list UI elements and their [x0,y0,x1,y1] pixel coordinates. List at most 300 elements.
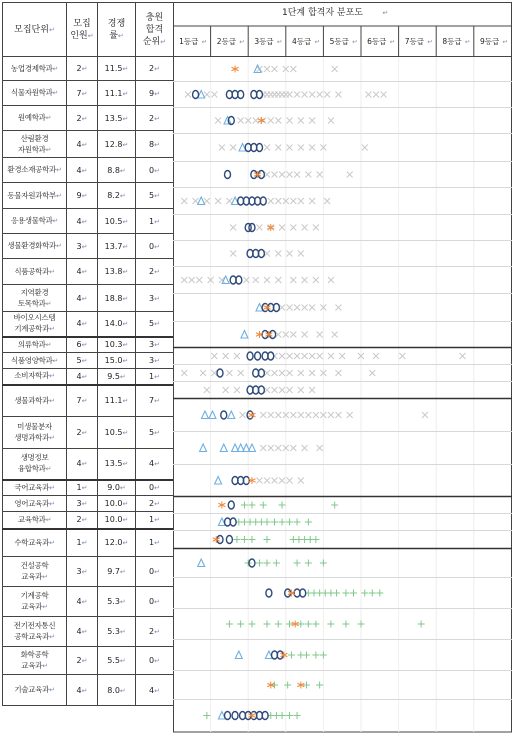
waitlist-rank-cell [136,158,174,183]
cross-marker [328,277,334,283]
return-mark: ↵ [119,372,126,381]
table-row [3,158,174,183]
table-row [3,337,174,353]
cross-marker [200,370,206,376]
recruit-count-text: 2 [76,428,82,437]
grade-label: 2등급 [216,37,237,46]
waitlist-rank-cell [136,675,174,706]
competition-rate-cell [98,81,136,106]
return-mark: ↵ [154,500,160,508]
cross-marker [279,478,285,484]
return-mark: ↵ [42,662,48,670]
return-mark: ↵ [52,356,59,365]
recruit-count-text: 4 [76,293,82,303]
asterisk-marker [254,171,261,178]
cross-marker [369,370,375,376]
cross-marker [317,445,323,451]
admission-distribution-table [2,2,512,733]
plus-marker [248,621,255,628]
return-mark: ↵ [56,191,62,200]
cross-marker [181,277,187,283]
competition-rate-text: 13.7 [104,241,123,251]
return-mark: ↵ [154,242,160,251]
return-mark: ↵ [49,325,55,334]
dept-name-cell [3,259,67,285]
dept-name-cell [3,158,67,183]
waitlist-rank-cell [136,285,174,312]
table-row [3,496,174,512]
plus-marker [279,519,286,526]
dept-name-text: 기술교육과 [14,685,50,694]
cross-marker [373,92,379,98]
recruit-count-cell [67,353,98,369]
return-mark: ↵ [314,38,321,46]
cross-marker [196,277,202,283]
waitlist-rank-text: 3 [149,293,155,303]
competition-rate-text: 15.0 [104,356,123,365]
dept-name-text: 국어교육과 [14,482,50,492]
return-mark: ↵ [81,429,88,437]
return-mark: ↵ [154,429,160,437]
competition-rate-cell [98,57,136,81]
return-mark: ↵ [49,499,55,508]
cross-marker [264,478,270,484]
competition-rate-text: 10.0 [104,499,123,508]
recruit-count-cell [67,234,98,259]
table-row [3,385,174,417]
waitlist-rank-text: 2 [149,499,155,508]
return-mark: ↵ [119,628,126,636]
cross-marker [189,277,195,283]
recruit-count-text: 4 [76,459,82,469]
circle-marker [249,224,255,232]
plus-marker [342,590,349,597]
return-mark: ↵ [154,357,160,365]
return-mark: ↵ [81,341,88,350]
return-mark: ↵ [117,31,124,40]
cross-marker [302,277,308,283]
plus-marker [333,590,340,597]
cross-marker [373,353,379,359]
return-mark: ↵ [87,31,94,40]
waitlist-rank-text: 3 [149,356,155,365]
return-mark: ↵ [81,140,88,149]
competition-rate-cell [98,449,136,480]
triangle-marker [235,651,242,659]
waitlist-rank-cell [136,312,174,337]
competition-rate-text: 18.8 [104,293,123,303]
waitlist-rank-cell [136,617,174,647]
grade-label: 9등급 [479,37,500,46]
return-mark: ↵ [201,38,208,46]
return-mark: ↵ [122,539,129,548]
cross-marker [305,172,311,178]
recruit-count-text: 7 [76,88,82,98]
plus-marker [286,519,293,526]
plus-marker [305,560,312,567]
competition-rate-text: 9.5 [107,371,120,381]
competition-rate-cell [98,259,136,285]
competition-rate-text: 5.5 [107,656,120,665]
table-row [3,557,174,587]
grade-label: 7등급 [404,37,425,46]
return-mark: ↵ [45,465,52,474]
return-mark: ↵ [45,114,52,122]
return-mark: ↵ [154,192,160,200]
col-header-recruit [67,3,98,57]
waitlist-rank-text: 5 [149,428,155,437]
info-table [2,2,174,706]
cross-marker [335,305,341,311]
return-mark: ↵ [122,397,129,406]
return-mark: ↵ [122,294,129,303]
plus-marker [418,621,425,628]
circle-marker [258,171,264,179]
recruit-count-cell [67,312,98,337]
return-mark: ↵ [122,242,129,251]
asterisk-marker [264,304,271,311]
plus-marker [327,621,334,628]
plus-marker [256,560,263,567]
cross-marker [324,92,330,98]
return-mark: ↵ [277,38,283,46]
cross-marker [226,198,232,204]
competition-rate-text: 13.8 [104,267,123,276]
return-mark: ↵ [56,166,62,174]
table-row [3,312,174,337]
waitlist-rank-text: 4 [149,459,155,469]
plus-marker [248,502,255,509]
table-row [3,512,174,529]
dept-name-text: 바이오시스템 기계공학과 [13,313,56,334]
cross-marker [268,412,274,418]
cross-marker [287,172,293,178]
dept-name-cell [3,369,67,385]
recruit-count-cell [67,480,98,496]
plus-marker [233,536,240,543]
waitlist-rank-text: 5 [149,191,155,200]
competition-rate-cell [98,587,136,617]
plus-marker [275,621,282,628]
circle-marker [225,712,231,720]
return-mark: ↵ [49,267,55,276]
plus-marker [305,519,312,526]
cross-marker [339,353,345,359]
return-mark: ↵ [49,372,55,381]
return-mark: ↵ [48,25,55,34]
circle-marker [232,712,238,720]
cross-marker [264,277,270,283]
recruit-count-cell [67,106,98,131]
dept-name-text: 화학공학 교육과 [20,650,49,670]
cross-marker [272,172,278,178]
grade-label: 4등급 [291,37,312,46]
recruit-count-text: 4 [76,216,82,226]
competition-rate-cell [98,337,136,353]
return-mark: ↵ [81,217,88,226]
recruit-count-cell [67,57,98,81]
cross-marker [279,370,285,376]
cross-marker [287,478,293,484]
plus-marker [294,519,301,526]
return-mark: ↵ [49,434,55,442]
return-mark: ↵ [119,657,126,665]
return-mark: ↵ [154,114,160,123]
waitlist-rank-text: 0 [149,597,155,606]
return-mark: ↵ [81,89,88,98]
waitlist-rank-cell [136,417,174,449]
dept-name-text: 교육학과 [17,514,46,524]
cross-marker [211,92,217,98]
triangle-marker [209,411,216,419]
dept-name-text: 농업경제학과 [10,63,53,73]
return-mark: ↵ [81,539,88,548]
dept-name-cell [3,131,67,158]
waitlist-rank-cell [136,234,174,259]
competition-rate-text: 11.1 [104,396,123,406]
cross-marker [272,66,278,72]
table-row [3,234,174,259]
competition-rate-text: 5.3 [107,597,120,606]
cross-marker [211,353,217,359]
return-mark: ↵ [81,166,88,175]
cross-marker [215,198,221,204]
recruit-count-cell [67,81,98,106]
competition-rate-text: 10.0 [104,515,123,525]
waitlist-rank-text: 2 [149,627,155,636]
cross-marker [298,478,304,484]
recruit-count-cell [67,158,98,183]
cross-marker [275,277,281,283]
dept-name-cell [3,417,67,449]
cross-marker [309,92,315,98]
return-mark: ↵ [154,320,160,329]
cross-marker [298,198,304,204]
dept-name-cell [3,480,67,496]
plus-marker [303,652,310,659]
return-mark: ↵ [389,38,396,46]
return-mark: ↵ [122,65,129,73]
dept-name-cell [3,587,67,617]
cross-marker [302,225,308,231]
chart-frame [174,3,512,733]
dept-name-text: 원예학과 [17,113,46,122]
dept-name-cell [3,81,67,106]
cross-marker [287,92,293,98]
return-mark: ↵ [154,686,160,695]
competition-rate-text: 13.5 [104,113,123,123]
dept-name-text: 식품공학과 [14,266,50,276]
col-header-recruit-label: 모집 인원 [70,18,91,41]
cross-marker [287,118,293,124]
plus-marker [294,712,301,719]
return-mark: ↵ [154,657,160,665]
waitlist-rank-text: 2 [149,113,155,123]
return-mark: ↵ [352,38,358,46]
plus-marker [376,590,383,597]
dept-name-cell [3,385,67,417]
return-mark: ↵ [81,598,88,606]
return-mark: ↵ [49,538,55,547]
cross-marker [294,353,300,359]
cross-marker [328,353,334,359]
triangle-marker [241,331,248,339]
recruit-count-text: 4 [76,597,82,606]
plus-marker [286,712,293,719]
cross-marker [347,172,353,178]
triangle-marker [201,411,208,419]
plus-marker [286,621,293,628]
recruit-count-text: 5 [76,356,82,365]
cross-marker [294,305,300,311]
return-mark: ↵ [122,500,129,508]
return-mark: ↵ [45,340,52,349]
plus-marker [303,682,310,689]
competition-rate-cell [98,675,136,706]
plus-marker [264,621,271,628]
waitlist-rank-text: 0 [149,165,155,175]
recruit-count-cell [67,417,98,449]
waitlist-rank-cell [136,106,174,131]
return-mark: ↵ [154,65,160,73]
waitlist-rank-text: 7 [149,396,155,406]
return-mark: ↵ [81,516,88,525]
cross-marker [253,277,259,283]
waitlist-rank-text: 1 [149,216,155,226]
cross-marker [290,277,296,283]
recruit-count-cell [67,259,98,285]
return-mark: ↵ [81,65,88,73]
waitlist-rank-cell [136,259,174,285]
cross-marker [309,353,315,359]
competition-rate-text: 5.3 [107,627,120,636]
competition-rate-cell [98,647,136,675]
return-mark: ↵ [45,145,52,154]
cross-marker [335,412,341,418]
dept-name-cell [3,337,67,353]
asterisk-marker [265,331,272,338]
competition-rate-cell [98,496,136,512]
dept-name-text: 동물자원과학부 [7,190,57,200]
return-mark: ↵ [502,38,509,46]
cross-marker [298,145,304,151]
return-mark: ↵ [119,166,126,175]
competition-rate-cell [98,512,136,529]
recruit-count-cell [67,209,98,234]
return-mark: ↵ [154,516,160,525]
waitlist-rank-cell [136,337,174,353]
cross-marker [279,353,285,359]
competition-rate-text: 8.8 [107,165,120,175]
circle-marker [217,369,223,377]
dept-name-cell [3,675,67,706]
plus-marker [245,560,252,567]
table-row [3,417,174,449]
return-mark: ↵ [49,633,55,641]
return-mark: ↵ [154,598,160,606]
cross-marker [223,387,229,393]
plus-marker [226,621,233,628]
return-mark: ↵ [154,140,160,149]
waitlist-rank-cell [136,131,174,158]
return-mark: ↵ [119,598,126,606]
cross-marker [313,277,319,283]
cross-marker [290,198,296,204]
return-mark: ↵ [81,460,88,469]
return-mark: ↵ [154,568,160,576]
cross-marker [279,172,285,178]
dept-name-cell [3,183,67,209]
plus-marker [279,712,286,719]
return-mark: ↵ [81,657,88,665]
col-header-waitlist-label: 충원 합격 순위 [142,12,164,47]
grade-label: 1등급 [179,37,199,46]
recruit-count-cell [67,449,98,480]
table-row [3,183,174,209]
competition-rate-cell [98,353,136,369]
recruit-count-cell [67,496,98,512]
cross-marker [230,225,236,231]
recruit-count-cell [67,529,98,557]
plus-marker [320,560,327,567]
dept-name-text: 소비자학과 [14,371,50,381]
dept-name-text: 수학교육과 [14,537,50,547]
grade-label: 5등급 [329,37,349,46]
waitlist-rank-cell [136,57,174,81]
cross-marker [219,145,225,151]
plus-marker [305,621,312,628]
recruit-count-text: 4 [76,627,82,636]
dept-name-text: 미생물분자 생명과학과 [14,422,52,442]
recruit-count-text: 4 [76,371,82,381]
return-mark: ↵ [239,38,245,46]
competition-rate-text: 10.5 [104,216,123,226]
return-mark: ↵ [81,686,88,695]
plus-marker [284,682,291,689]
return-mark: ↵ [42,603,48,611]
competition-rate-cell [98,285,136,312]
cross-marker [223,353,229,359]
return-mark: ↵ [160,37,167,46]
col-header-unit [3,3,67,57]
competition-rate-text: 14.0 [104,319,123,329]
cross-marker [275,412,281,418]
waitlist-rank-text: 1 [149,515,155,525]
triangle-marker [248,444,255,452]
dept-name-cell [3,449,67,480]
col-header-waitlist [136,3,174,57]
circle-marker [270,331,276,339]
recruit-count-text: 4 [76,319,82,329]
competition-rate-cell [98,234,136,259]
plus-marker [342,621,349,628]
cross-marker [294,92,300,98]
competition-rate-cell [98,209,136,234]
return-mark: ↵ [56,242,62,250]
cross-marker [298,387,304,393]
return-mark: ↵ [154,484,160,493]
waitlist-rank-cell [136,385,174,417]
plus-marker [350,590,357,597]
competition-rate-cell [98,312,136,337]
dept-name-text: 생물환경화학과 [7,241,57,250]
dept-name-text: 영어교육과 [14,498,50,508]
cross-marker [332,66,338,72]
table-row [3,209,174,234]
plus-marker [316,682,323,689]
plus-marker [297,621,304,628]
return-mark: ↵ [427,38,433,46]
